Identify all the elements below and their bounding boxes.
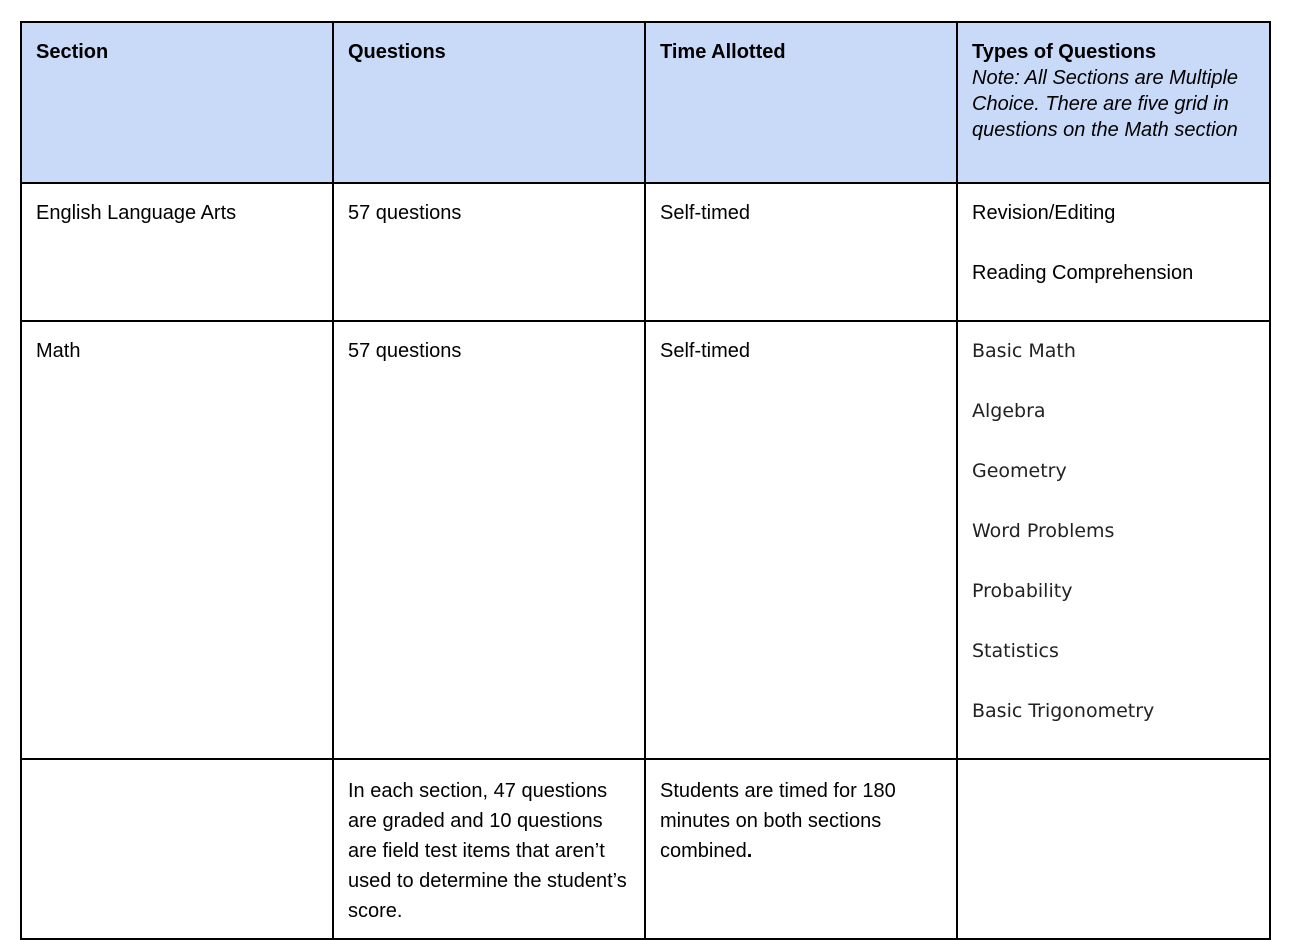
cell-time — [645, 183, 957, 321]
question-type-item: Statistics — [972, 640, 1059, 662]
cell-types — [957, 321, 1270, 759]
question-type-item: Algebra — [972, 400, 1046, 422]
header-types-label: Types of Questions — [972, 41, 1157, 63]
section-name: English Language Arts — [36, 202, 237, 224]
header-section-label: Section — [36, 41, 109, 63]
question-type-item: Revision/Editing — [972, 202, 1116, 224]
cell-time — [645, 321, 957, 759]
question-type-item: Reading Comprehension — [972, 262, 1194, 284]
question-type-item: Geometry — [972, 460, 1067, 482]
header-time-allotted — [645, 22, 957, 183]
cell-time-note — [645, 759, 957, 939]
question-count: 57 questions — [348, 340, 462, 362]
time-note-period: . — [746, 840, 753, 862]
cell-types — [957, 183, 1270, 321]
question-type-item: Probability — [972, 580, 1073, 602]
header-types — [957, 22, 1270, 183]
time-value: Self-timed — [660, 340, 751, 362]
header-questions-label: Questions — [348, 41, 446, 63]
table-header-row — [21, 22, 1270, 183]
questions-note: In each section, 47 questions are graded and 10 questions are field test items that aren’t used to determine the student’s score. — [348, 780, 627, 922]
cell-section — [21, 321, 333, 759]
header-questions — [333, 22, 645, 183]
question-type-item: Basic Math — [972, 340, 1076, 362]
question-type-item: Basic Trigonometry — [972, 700, 1155, 722]
cell-empty — [957, 759, 1270, 939]
cell-section — [21, 183, 333, 321]
cell-questions — [333, 321, 645, 759]
cell-empty — [21, 759, 333, 939]
cell-questions — [333, 183, 645, 321]
table-row-ela — [21, 183, 1270, 321]
table-row-notes — [21, 759, 1270, 939]
header-time-label: Time Allotted — [660, 41, 786, 63]
question-type-item: Word Problems — [972, 520, 1115, 542]
time-value: Self-timed — [660, 202, 751, 224]
header-section — [21, 22, 333, 183]
time-note: Students are timed for 180 minutes on both sections combined — [660, 780, 896, 862]
question-count: 57 questions — [348, 202, 462, 224]
section-name: Math — [36, 340, 81, 362]
cell-questions-note — [333, 759, 645, 939]
test-structure-table — [20, 21, 1271, 940]
header-note: Note: All Sections are Multiple Choice. There are five grid in questions on the Math section — [972, 67, 1239, 141]
table-row-math — [21, 321, 1270, 759]
